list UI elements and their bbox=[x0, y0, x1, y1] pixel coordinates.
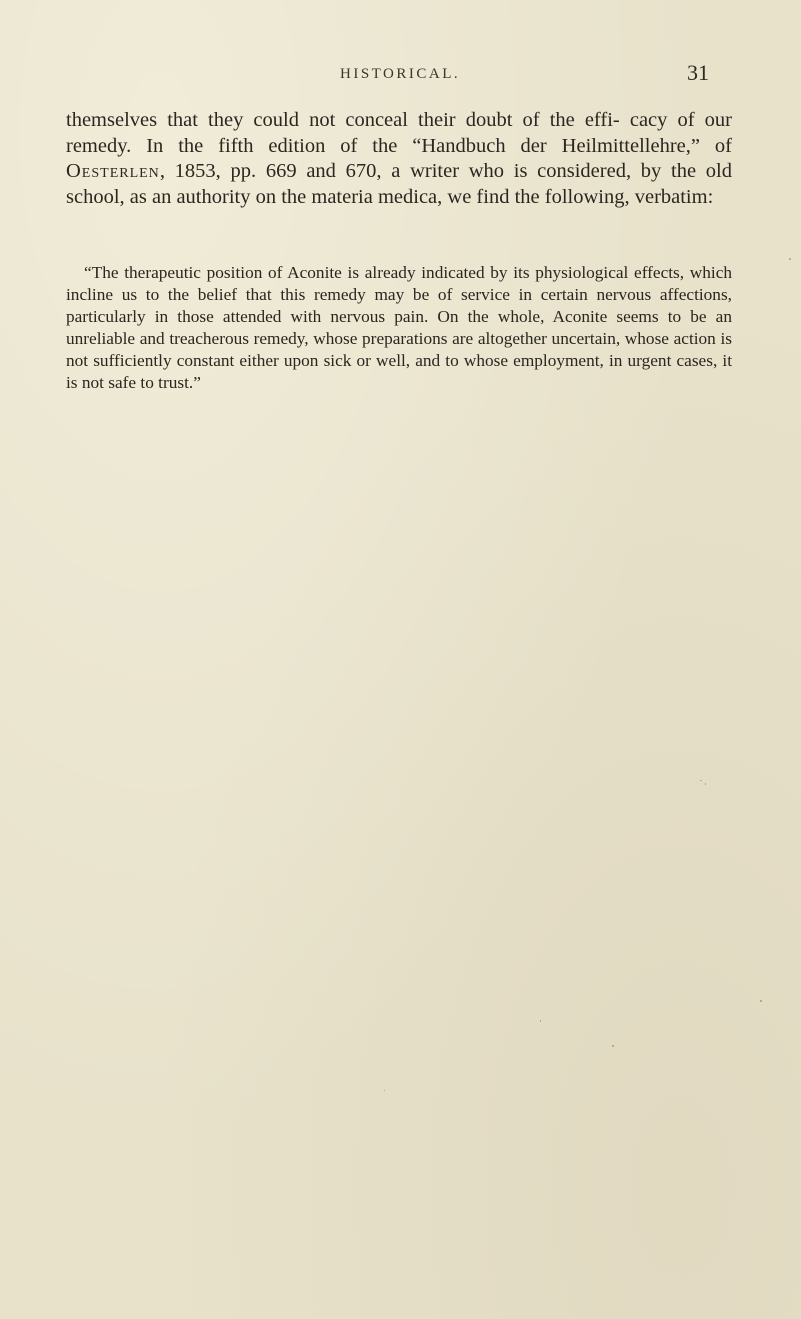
body-text-end: , 1853, pp. 669 and 670, a writer who is considered, by the old school, as an authority on the materia medica, we find the following, verbatim: bbox=[66, 160, 732, 208]
page-number: 31 bbox=[687, 60, 709, 85]
running-title: HISTORICAL. bbox=[340, 66, 461, 82]
paper-speck bbox=[760, 1000, 762, 1002]
author-name: Oesterlen bbox=[66, 160, 160, 183]
body-paragraph bbox=[66, 108, 732, 210]
running-head bbox=[0, 60, 801, 90]
paper-speck bbox=[705, 783, 706, 785]
paper-speck bbox=[540, 1020, 541, 1022]
body-text-start: themselves that they could not conceal their doubt of the effi- cacy of our remedy. In the fifth edition of the “Handbuch der Heilmittellehre,” of bbox=[66, 109, 732, 157]
paper-speck bbox=[384, 1090, 385, 1091]
paper-speck bbox=[700, 780, 702, 781]
paper-speck bbox=[789, 258, 791, 260]
quoted-passage: “The therapeutic position of Aconite is already indicated by its physiological effects, which incline us to the belief that this remedy may be of service in certain nervous affections, particularly in those attended with nervous pain. On the whole, Aconite seems to be an unreliable and treacherous remedy, whose preparations are altogether uncertain, whose action is not sufficiently constant either upon sick or well, and to whose employment, in urgent cases, it is not safe to trust.” bbox=[66, 263, 732, 393]
paper-speck bbox=[612, 1045, 614, 1047]
